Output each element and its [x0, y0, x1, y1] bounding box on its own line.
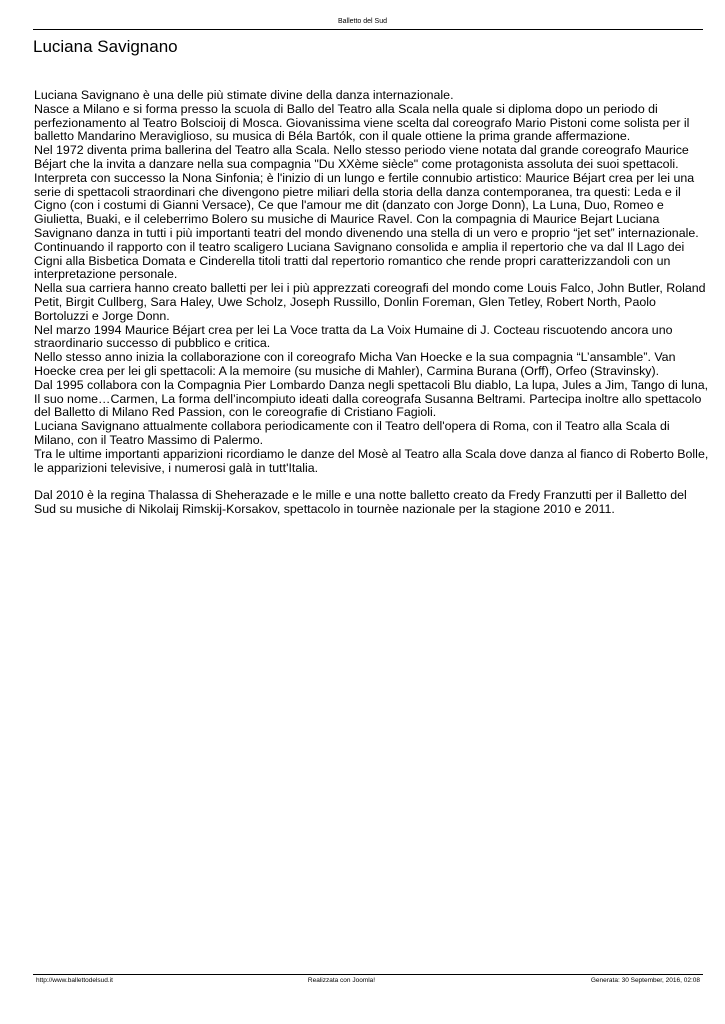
- article-paragraph: Nasce a Milano e si forma presso la scuola di Ballo del Teatro alla Scala nella quale si diploma dopo un periodo di perfezionamento al Teatro Bolscioij di Mosca. Giovanissima viene scelta dal coreografo Mario Pistoni come solista per il balletto Mandarino Meraviglioso, su musica di Béla Bartók, con il quale ottiene la prima grande affermazione.: [34, 101, 690, 144]
- header-divider: [33, 29, 703, 30]
- article-body: [34, 89, 709, 517]
- article-paragraph: Nel 1972 diventa prima ballerina del Teatro alla Scala. Nello stesso periodo viene notata dal grande coreografo Maurice Béjart che la invita a danzare nella sua compagnia "Du XXème siècle" come protagonista assoluta dei suoi spettacoli.: [34, 143, 689, 171]
- paragraph-spacer: [34, 475, 709, 489]
- article-paragraph: Luciana Savignano è una delle più stimate divine della danza internazionale.: [34, 88, 454, 102]
- article-paragraph: Nello stesso anno inizia la collaborazione con il coreografo Micha Van Hoecke e la sua compagnia “L’ansamble”. Van Hoecke crea per lei gli spettacoli: A la memoire (su musiche di Mahler), Carmina Burana (Orff), Orfeo (Stravinsky).: [34, 350, 676, 378]
- article-paragraph: Dal 1995 collabora con la Compagnia Pier Lombardo Danza negli spettacoli Blu diablo, La lupa, Jules a Jim, Tango di luna, Il suo nome…Carmen, La forma dell’incompiuto ideati dalla coreografa Susanna Beltrami. Partecipa inoltre allo spettacolo del Balletto di Milano Red Passion, con le coreografie di Cristiano Fagioli.: [34, 377, 709, 420]
- site-header: Balletto del Sud: [337, 18, 388, 25]
- article-paragraph: Continuando il rapporto con il teatro scaligero Luciana Savignano consolida e amplia il repertorio che va dal Il Lago dei Cigni alla Bisbetica Domata e Cinderella titoli tratti dal repertorio romantico che rende propri caratterizzandoli con un interpretazione personale.: [34, 239, 685, 282]
- article-paragraph: Luciana Savignano attualmente collabora periodicamente con il Teatro dell'opera di Roma, con il Teatro alla Scala di Milano, con il Teatro Massimo di Palermo.: [34, 419, 670, 447]
- article-paragraph: Tra le ultime importanti apparizioni ricordiamo le danze del Mosè al Teatro alla Scala dove danza al fianco di Roberto Bolle, le apparizioni televisive, i numerosi galà in tutt'Italia.: [34, 446, 709, 475]
- article-paragraph: Nel marzo 1994 Maurice Béjart crea per lei La Voce tratta da La Voix Humaine di J. Cocteau riscuotendo ancora uno straordinario successo di pubblico e critica.: [34, 322, 673, 351]
- closing-paragraph: Dal 2010 è la regina Thalassa di Sheherazade e le mille e una notte balletto creato da Fredy Franzutti per il Balletto del Sud su musiche di Nikolaij Rimskij-Korsakov, spettacolo in tournèe nazionale per la stagione 2010 e 2011.: [34, 488, 687, 516]
- footer-generated-date: Generata: 30 September, 2016, 02:08: [590, 977, 700, 984]
- footer-site-url[interactable]: http://www.ballettodelsud.it: [36, 977, 113, 984]
- footer-divider: [33, 974, 703, 975]
- article-paragraph: Interpreta con successo la Nona Sinfonia; è l'inizio di un lungo e fertile connubio artistico: Maurice Béjart crea per lei una serie di spettacoli straordinari che divengono pietre miliari della storia della danza contemporanea, tra questi: Leda e il Cigno (con i costumi di Gianni Versace), Ce que l'amour me dit (danzato con Jorge Donn), La Luna, Duo, Romeo e Giulietta, Buaki, e il celeberrimo Bolero su musiche di Maurice Ravel. Con la compagnia di Maurice Bejart Luciana Savignano danza in tutti i più importanti teatri del mondo divenendo una stella di un vero e proprio “jet set” internazionale.: [34, 170, 699, 240]
- footer-cms-credit: Realizzata con Joomla!: [307, 977, 376, 984]
- article-paragraph: Nella sua carriera hanno creato balletti per lei i più apprezzati coreografi del mondo come Louis Falco, John Butler, Roland Petit, Birgit Cullberg, Sara Haley, Uwe Scholz, Joseph Russillo, Donlin Foreman, Glen Tetley, Robert North, Paolo Bortoluzzi e Jorge Donn.: [34, 281, 706, 323]
- site-footer: [33, 976, 703, 986]
- page-title: Luciana Savignano: [33, 37, 178, 56]
